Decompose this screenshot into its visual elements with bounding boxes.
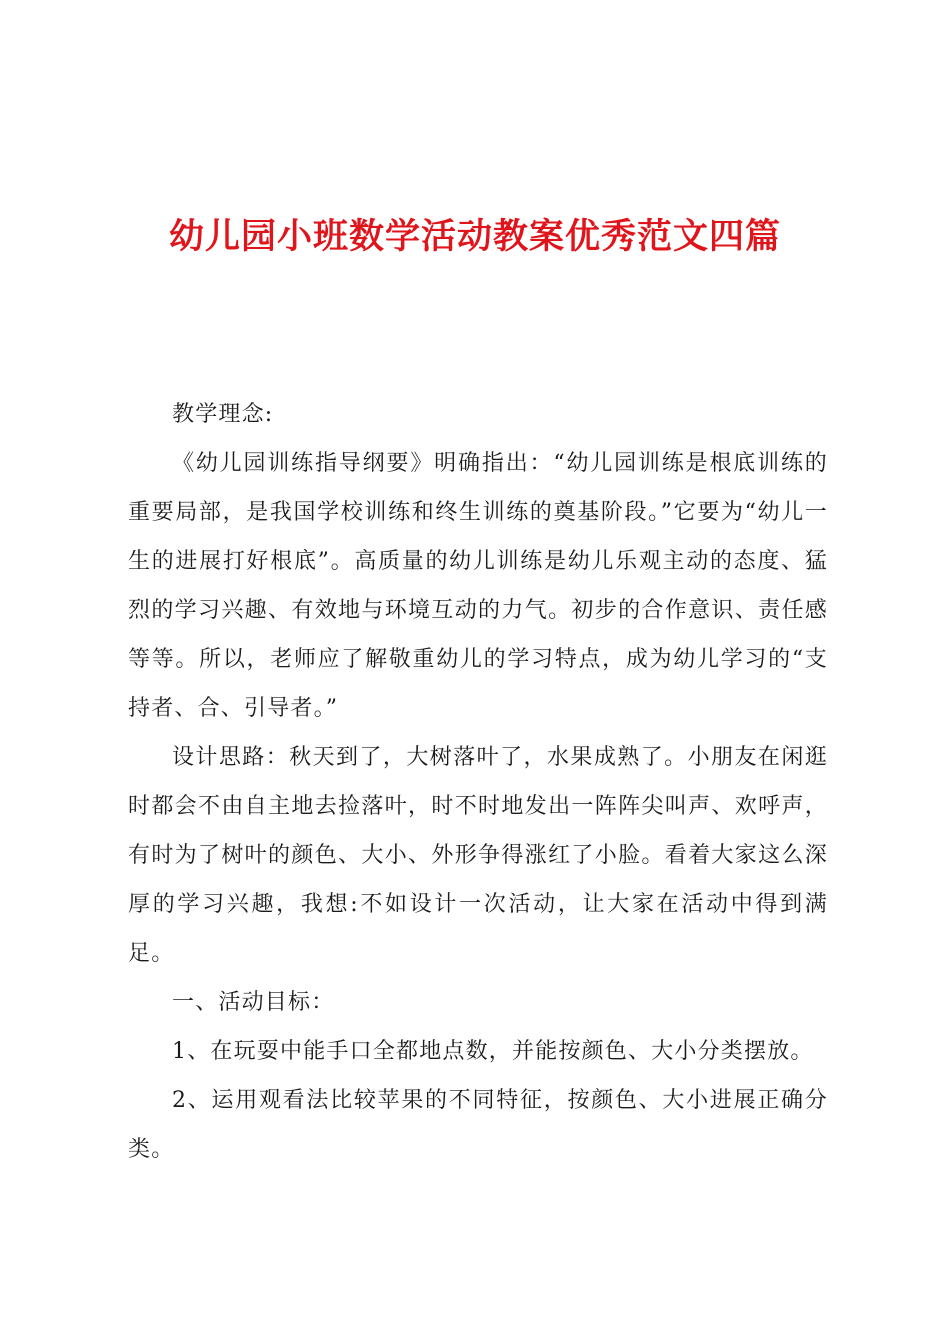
paragraph-teaching-concept: 《幼儿园训练指导纲要》明确指出：“幼儿园训练是根底训练的重要局部，是我国学校训练和终生训练的奠基阶段。”它要为“幼儿一生的进展打好根底”。高质量的幼儿训练是幼儿乐观主动的态度、猛烈的学习兴趣、有效地与环境互动的力气。初步的合作意识、责任感等等。所以，老师应了解敬重幼儿的学习特点，成为幼儿学习的“支持者、合、引导者。” [128,451,828,721]
paragraph-teaching-concept-heading: 教学理念: [172,402,274,427]
paragraph-design-idea: 设计思路：秋天到了，大树落叶了，水果成熟了。小朋友在闲逛时都会不由自主地去捡落叶，时不时地发出一阵阵尖叫声、欢呼声，有时为了树叶的颜色、大小、外形争得涨红了小脸。看着大家这么深厚的学习兴趣，我想:不如设计一次活动，让大家在活动中得到满足。 [128,745,828,966]
paragraph-goal-1: 1、在玩耍中能手口全都地点数，并能按颜色、大小分类摆放。 [172,1039,814,1064]
paragraph-goals-heading: 一、活动目标： [172,990,335,1015]
paragraph-goal-2: 2、运用观看法比较苹果的不同特征，按颜色、大小进展正确分类。 [128,1088,828,1162]
document-body [128,390,828,1174]
document-title: 幼儿园小班数学活动教案优秀范文四篇 [168,216,781,257]
